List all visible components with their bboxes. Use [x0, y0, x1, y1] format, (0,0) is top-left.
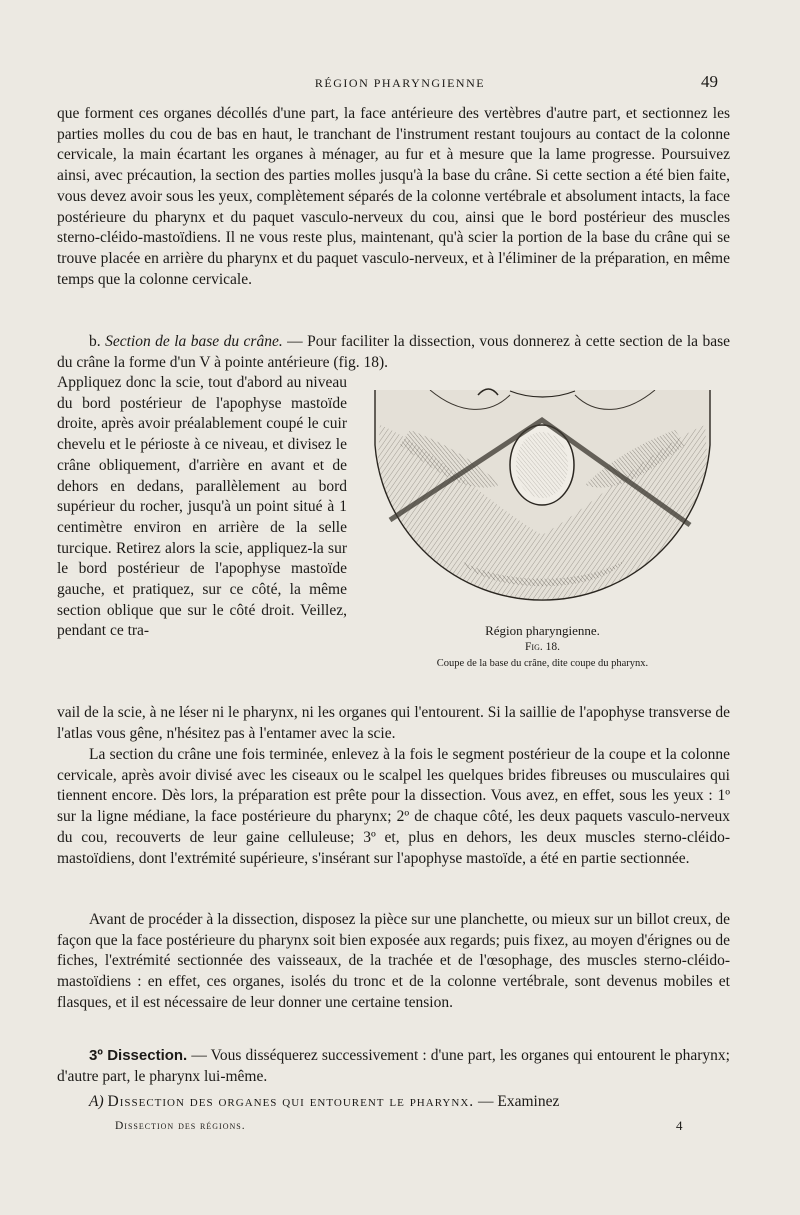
skull-base-section-illustration	[370, 385, 715, 620]
footer-signature: Dissection des régions.	[115, 1120, 246, 1132]
dissection-text: — Vous disséquerez successivement : d'une part, les organes qui entourent le pharynx; d'autre part, le pharynx lui-même.	[57, 1047, 730, 1085]
paragraph-float-continued: vail de la scie, à ne léser ni le pharynx, ni les organes qui l'entourent. Si la saillie de l'apophyse transverse de l'atlas vous gêne, n'hésitez pas à l'entamer avec la scie.	[57, 704, 730, 742]
section-b-text: — Pour faciliter la dissection, vous donnerez à cette section de la base du crâne la forme d'un V à pointe antérieure (fig. 18).	[57, 333, 731, 371]
figure-caption-number: Fig. 18.	[525, 641, 560, 653]
section-b-label: b.	[89, 333, 101, 350]
subsection-a-text: — Examinez	[474, 1093, 560, 1110]
paragraph-1: que forment ces organes décollés d'une part, la face antérieure des vertèbres d'autre part, et sectionnez les parties molles du cou de bas en haut, le tranchant de l'instrument restant toujours au contact de la colonne cervicale, la main écartant les organes à ménager, au fur et à mesure que la lame progresse. Poursuivez ainsi, avec précaution, la section des parties molles jusqu'à la base du crâne. Si cette section a été bien faite, vous devez avoir sous les yeux, complètement séparés de la colonne vertébrale et absolument intacts, la face postérieure du pharynx et du paquet vasculo-nerveux du cou, ainsi que le bord postérieur des muscles sterno-cléido-mastoïdiens. Il ne vous reste plus, maintenant, qu'à scier la portion de la base du crâne qui se trouve placée en arrière du pharynx et du paquet vasculo-nerveux, et à l'éliminer de la préparation, en même temps que la colonne cervicale.	[57, 105, 730, 288]
figure-caption-description: Coupe de la base du crâne, dite coupe du pharynx.	[436, 658, 649, 669]
figure-caption-title: Région pharyngienne.	[485, 623, 600, 638]
figure-18	[370, 385, 715, 675]
footer-sheet-number: 4	[676, 1118, 683, 1133]
paragraph-dissection	[57, 1046, 730, 1087]
paragraph-subsection-a	[57, 1092, 730, 1113]
page-number: 49	[701, 72, 718, 91]
paragraph-4: La section du crâne une fois terminée, enlevez à la fois le segment postérieur de la coupe et la colonne cervicale, après avoir divisé avec les ciseaux ou le scalpel les quelques brides fibreuses ou musculaires qui tiennent encore. Dès lors, la préparation est prête pour la dissection. Vous avez, en effet, sous les yeux : 1º sur la ligne médiane, la face postérieure du pharynx; 2º de chaque côté, les deux paquets vasculo-nerveux du cou, recouverts de leur gaine celluleuse; 3º et, plus en dehors, les deux muscles sterno-cléido-mastoïdiens, dont l'extrémité supérieure, s'insérant sur l'apophyse mastoïde, a été en partie sectionnée.	[57, 746, 730, 867]
dissection-heading: 3º Dissection.	[89, 1047, 188, 1064]
section-b-title: Section de la base du crâne.	[105, 333, 283, 350]
running-title: RÉGION PHARYNGIENNE	[314, 76, 486, 90]
paragraph-float-text: Appliquez donc la scie, tout d'abord au niveau du bord postérieur de l'apophyse mastoïde droite, après avoir préalablement coupé le cuir chevelu et le périoste à ce niveau, et divisez le crâne obliquement, d'arrière en avant et de dehors en dedans, parallèlement au bord supérieur du rocher, jusqu'à un point situé à 1 centimètre environ en arrière de la selle turcique. Retirez alors la scie, appliquez-la sur le bord postérieur de l'apophyse mastoïde gauche, et pratiquez, sur ce côté, la même section oblique que sur le côté droit. Veillez, pendant ce tra-	[57, 374, 347, 640]
paragraph-section-b	[57, 332, 730, 373]
subsection-a-title: Dissection des organes qui entourent le pharynx.	[107, 1093, 475, 1110]
subsection-a-label: A)	[89, 1093, 104, 1110]
paragraph-5: Avant de procéder à la dissection, disposez la pièce sur une planchette, ou mieux sur un billot creux, de façon que la face postérieure du pharynx soit bien exposée aux regards; puis fixez, au moyen d'érignes ou de fiches, l'extrémité sectionnée des vaisseaux, de la trachée et de l'œsophage, des muscles sterno-cléido-mastoïdiens : en effet, ces organes, isolés du tronc et de la colonne vertébrale, sont devenus mobiles et flasques, et il est nécessaire de leur donner une certaine tension.	[57, 911, 730, 1011]
